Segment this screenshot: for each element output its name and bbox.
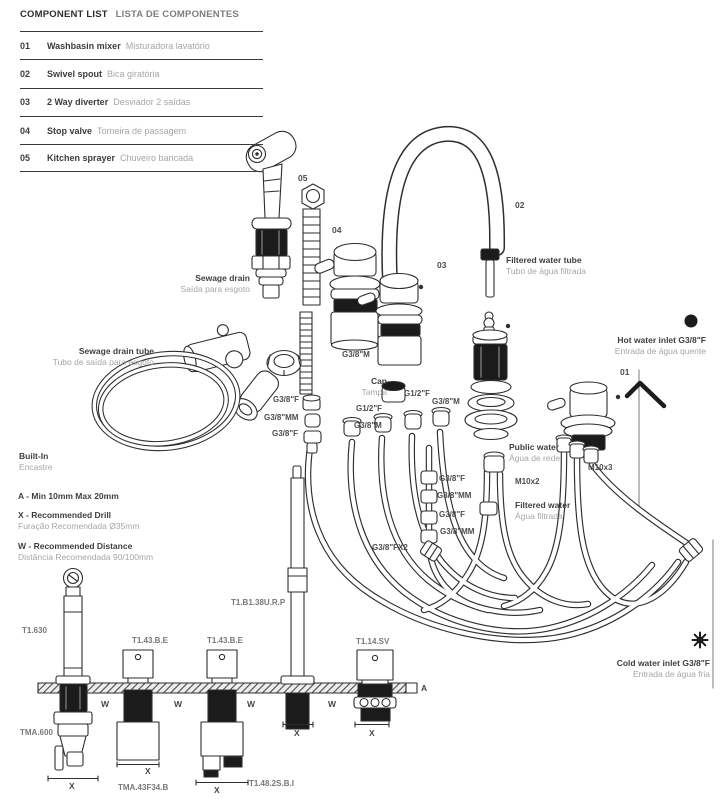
- component-name-pt: Desviador 2 saídas: [113, 97, 191, 108]
- component-list: [20, 9, 263, 172]
- two-way-diverter-drawing: [465, 312, 517, 440]
- cold-water-inlet-en: Cold water inlet G3/8"F: [616, 658, 710, 668]
- part-code-sprayer-base: TMA.600: [20, 728, 53, 737]
- filtered-water-tube-label: [506, 255, 586, 277]
- filtered-water-pt: Água filtrada: [515, 511, 563, 521]
- part-code-spout: T1.B1.38U.R.P: [231, 598, 286, 607]
- public-water-pt: Água de rede: [509, 453, 561, 463]
- note-w-pt: Distância Recomendada 90/100mm: [18, 552, 154, 562]
- fitting-g12f-left: G1/2"F: [356, 404, 383, 413]
- hot-water-inlet-en: Hot water inlet G3/8"F: [617, 335, 706, 345]
- fitting-m10x3: M10x3: [588, 463, 613, 472]
- sewage-drain-tube-pt: Tubo de saída para esgoto: [52, 357, 154, 367]
- component-row-03: [20, 88, 263, 116]
- callout-05: 05: [298, 173, 308, 183]
- fitting-g38mm-hose-1: G3/8"MM: [437, 491, 472, 500]
- fitting-g38f-hose-2: G3/8"F: [439, 510, 466, 519]
- swivel-spout-drawing: [389, 134, 499, 297]
- hot-water-inlet-label: [615, 335, 706, 357]
- dim-x-3: X: [214, 785, 220, 795]
- fitting-g38f-drain-2: G3/8"F: [272, 429, 299, 438]
- filtered-water-tube-pt: Tubo de água filtrada: [506, 266, 587, 276]
- component-list-title: [20, 9, 263, 31]
- part-code-valve-base: TMA.43F34.B: [118, 783, 169, 792]
- note-a-label: [18, 491, 119, 502]
- callout-04: 04: [332, 225, 342, 235]
- filtered-water-label: [515, 500, 570, 522]
- fitting-g38mm-hose-2: G3/8"MM: [440, 527, 475, 536]
- component-num: 04: [20, 125, 31, 136]
- fitting-g38fx2: G3/8"FX2: [372, 543, 408, 552]
- allen-key-icon: [627, 383, 664, 406]
- callout-03: 03: [437, 260, 447, 270]
- filtered-water-tube-en: Filtered water tube: [506, 255, 582, 265]
- component-list-title-pt: LISTA DE COMPONENTES: [115, 9, 239, 20]
- part-code-diverter-base: T1.48.2S.B.I: [249, 779, 294, 788]
- component-name-en: Kitchen sprayer: [47, 153, 116, 164]
- note-x-pt: Furação Recomendada Ø35mm: [18, 521, 140, 531]
- public-water-label: [509, 442, 560, 464]
- hot-water-inlet-pt: Entrada de água quente: [614, 346, 706, 356]
- cap-en: Cap: [370, 376, 387, 386]
- component-num: 03: [20, 97, 31, 108]
- callout-01: 01: [620, 367, 630, 377]
- cap-pt: Tampa: [361, 387, 387, 397]
- part-code-valve-left: T1.43.B.E: [132, 636, 169, 645]
- component-row-02: [20, 59, 263, 87]
- component-num: 01: [20, 40, 31, 51]
- callout-02: 02: [515, 200, 525, 210]
- component-name-en: Washbasin mixer: [47, 40, 121, 51]
- component-name-pt: Torneira de passagem: [97, 125, 187, 136]
- note-x-label: [18, 510, 139, 532]
- sewage-drain-en: Sewage drain: [195, 273, 250, 283]
- note-w-en: W - Recommended Distance: [18, 541, 133, 551]
- built-in-en: Built-In: [19, 451, 49, 461]
- sewage-drain-label: [181, 273, 250, 295]
- fitting-g12f-right: G1/2"F: [404, 389, 431, 398]
- component-name-pt: Chuveiro bancada: [120, 153, 194, 164]
- dim-w-1: W: [101, 699, 110, 709]
- component-num: 02: [20, 68, 31, 79]
- component-name-en: Swivel spout: [47, 68, 103, 79]
- built-in-pt: Encastre: [19, 462, 53, 472]
- cold-water-inlet-label: [617, 658, 710, 680]
- component-name-en: Stop valve: [47, 125, 93, 136]
- sprayer-tailpiece-drawing: [48, 569, 98, 782]
- fitting-g38f-drain-1: G3/8"F: [273, 395, 300, 404]
- note-a-text: A - Min 10mm Max 20mm: [18, 491, 119, 501]
- component-num: 05: [20, 153, 31, 164]
- component-row-04: [20, 116, 263, 144]
- valve-tailpiece-right-drawing: [196, 650, 248, 785]
- component-name-pt: Bica giratória: [107, 68, 160, 79]
- fitting-g38mm-drain: G3/8"MM: [264, 413, 299, 422]
- sewage-drain-pt: Saída para esgoto: [180, 284, 250, 294]
- sewage-drain-drawing: [178, 184, 324, 453]
- hot-water-dot-icon: [685, 315, 698, 328]
- cold-water-snowflake-icon: [693, 633, 708, 648]
- part-code-sprayer: T1.630: [22, 626, 47, 635]
- part-code-valve-right: T1.43.B.E: [207, 636, 244, 645]
- fitting-g38m-left: G3/8"M: [354, 421, 382, 430]
- dim-w-4: W: [328, 699, 337, 709]
- fitting-g38m-right: G3/8"M: [432, 397, 460, 406]
- dim-x-4: X: [294, 728, 300, 738]
- dim-w-2: W: [174, 699, 183, 709]
- part-code-stop-valve: T1.14.SV: [356, 637, 390, 646]
- fitting-m10x2: M10x2: [515, 477, 540, 486]
- valve-tailpiece-left-drawing: [117, 650, 159, 767]
- dim-x-2: X: [145, 766, 151, 776]
- note-x-en: X - Recommended Drill: [18, 510, 112, 520]
- dim-x-1: X: [69, 781, 75, 791]
- note-w-label: [18, 541, 153, 563]
- dim-x-5: X: [369, 728, 375, 738]
- component-name-en: 2 Way diverter: [47, 97, 109, 108]
- built-in-label: [19, 451, 53, 473]
- public-water-en: Public water: [509, 442, 560, 452]
- dim-w-3: W: [247, 699, 256, 709]
- filtered-water-en: Filtered water: [515, 500, 571, 510]
- component-list-title-en: COMPONENT LIST: [20, 9, 108, 20]
- cap-label: [361, 376, 387, 398]
- cold-water-inlet-pt: Entrada de água fria: [632, 669, 710, 679]
- sewage-drain-tube-label: [53, 346, 154, 368]
- component-row-05: [20, 144, 263, 172]
- dim-a: A: [421, 683, 428, 693]
- fitting-g38f-hose-1: G3/8"F: [439, 474, 466, 483]
- component-row-01: [20, 31, 263, 59]
- fitting-g38m-stop-valve: G3/8"M: [342, 350, 370, 359]
- stop-valve-tailpiece-drawing: [354, 650, 396, 727]
- component-name-pt: Misturadora lavatório: [125, 40, 210, 51]
- sewage-drain-tube-en: Sewage drain tube: [78, 346, 154, 356]
